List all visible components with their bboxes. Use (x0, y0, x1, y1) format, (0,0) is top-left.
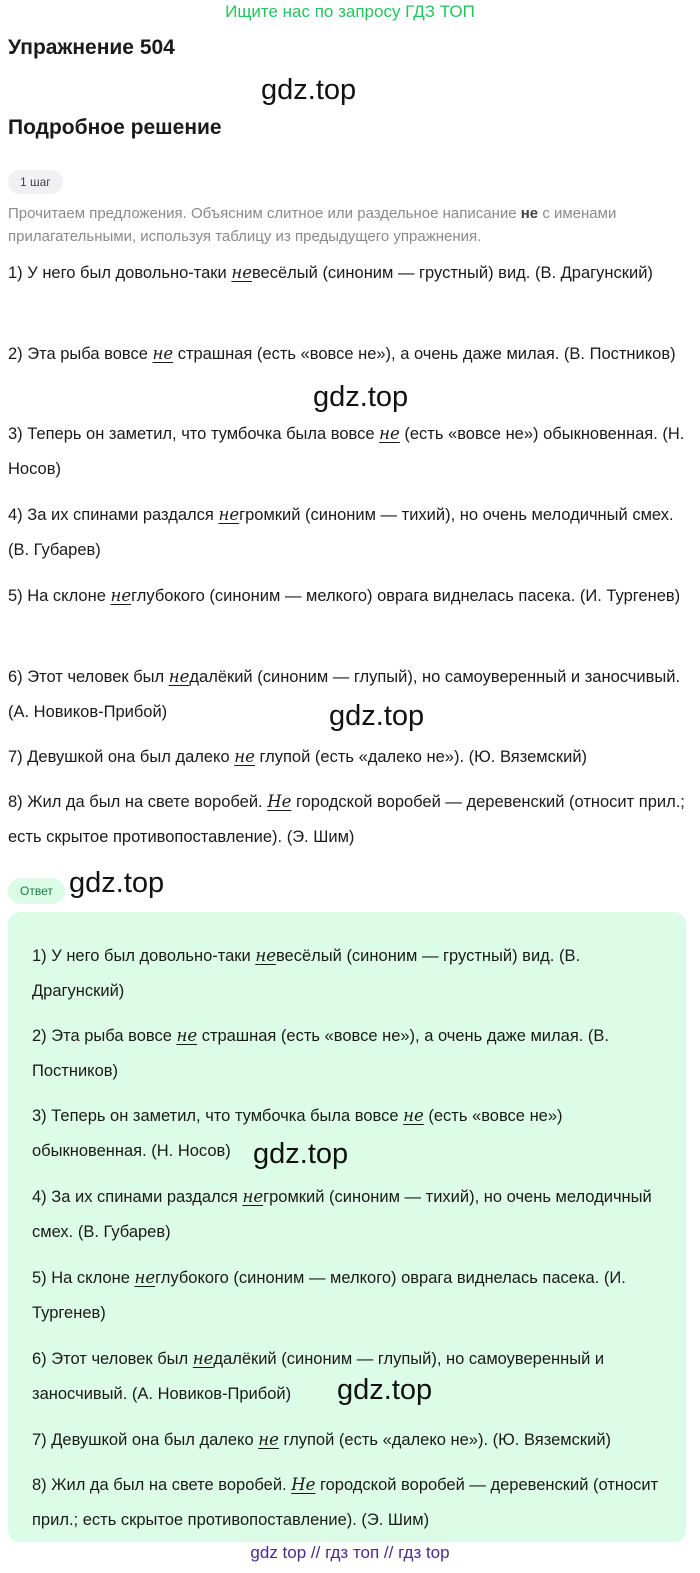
ne-particle: не (255, 946, 276, 965)
ne-particle: не (168, 667, 190, 686)
sentence-text: весёлый (синоним — грустный) вид. (В. Драгунский) (32, 947, 581, 1000)
answer-sentence-2 (32, 1018, 668, 1089)
sentence-text: 6) Этот человек был (32, 1350, 193, 1368)
sentence-1 (8, 255, 688, 291)
sentence-text: далёкий (синоним — глупый), но самоуверенный и заносчивый. (А. Новиков-Прибой) (32, 1350, 605, 1403)
sentence-text: 4) За их спинами раздался (32, 1188, 243, 1206)
intro-text (8, 202, 688, 248)
sentence-text: 1) У него был довольно-таки (8, 264, 232, 282)
sentence-text: (есть «вовсе не») обыкновенная. (Н. Носов) (8, 425, 685, 478)
sentence-text: 5) На склоне (32, 1269, 135, 1287)
sentence-7 (8, 739, 688, 775)
intro-bold: не (520, 205, 539, 222)
ne-particle: не (403, 1106, 424, 1125)
ne-particle: Не (267, 792, 292, 811)
ne-particle: не (134, 1268, 156, 1287)
ne-particle: не (176, 1026, 198, 1045)
ne-particle: не (231, 263, 252, 282)
answer-sentence-3 (32, 1098, 668, 1169)
ne-particle: не (234, 747, 255, 766)
sentence-text: 3) Теперь он заметил, что тумбочка была вовсе (8, 425, 380, 443)
ne-particle: не (258, 1430, 279, 1449)
sentence-text: 1) У него был довольно-таки (32, 947, 256, 965)
sentence-8 (8, 784, 688, 855)
ne-particle: не (379, 424, 400, 443)
sentence-text: громкий (синоним — тихий), но очень мелодичный смех. (В. Губарев) (8, 506, 674, 559)
sentence-text: 2) Эта рыба вовсе (32, 1027, 177, 1045)
ne-particle: не (218, 505, 240, 524)
intro-before: Прочитаем предложения. Объясним слитное или раздельное написание (8, 205, 521, 222)
watermark: gdz.top (261, 74, 357, 106)
sentence-text: 4) За их спинами раздался (8, 506, 219, 524)
footer-watermark: gdz top // гдз топ // гдз top (250, 1543, 450, 1562)
sentence-text: весёлый (синоним — грустный) вид. (В. Драгунский) (251, 264, 653, 282)
sentence-text: глубокого (синоним — мелкого) оврага виднелась пасека. (И. Тургенев) (131, 587, 681, 605)
answer-badge: Ответ (8, 878, 65, 904)
sentence-text: 3) Теперь он заметил, что тумбочка была вовсе (32, 1107, 404, 1125)
sentence-3 (8, 416, 688, 487)
sentence-text: (есть «вовсе не») обыкновенная. (Н. Носов) (32, 1107, 563, 1160)
sentence-text: городской воробей — деревенский (относит прил.; есть скрытое противопоставление). (Э. Шим) (8, 793, 685, 846)
ne-particle: не (192, 1349, 214, 1368)
sentence-4 (8, 497, 688, 568)
ne-particle: не (110, 586, 132, 605)
answer-sentence-5 (32, 1260, 668, 1331)
sentence-text: глупой (есть «далеко не»). (Ю. Вяземский) (278, 1431, 612, 1449)
watermark: gdz.top (337, 1374, 433, 1406)
sentence-text: страшная (есть «вовсе не»), а очень даже милая. (В. Постников) (32, 1027, 610, 1080)
ne-particle: не (242, 1187, 264, 1206)
sentence-text: страшная (есть «вовсе не»), а очень даже милая. (В. Постников) (173, 345, 676, 363)
step-badge: 1 шаг (8, 170, 63, 194)
sentence-text: 6) Этот человек был (8, 668, 169, 686)
answer-sentence-1 (32, 938, 668, 1009)
sentence-text: 8) Жил да был на свете воробей. (8, 793, 268, 811)
watermark: gdz.top (69, 867, 165, 899)
answer-sentence-7 (32, 1422, 668, 1458)
sentence-2 (8, 336, 688, 372)
intro-after: с именами прилагательными, используя таблицу из предыдущего упражнения. (8, 205, 617, 245)
sentence-text: далёкий (синоним — глупый), но самоуверенный и заносчивый. (А. Новиков-Прибой) (8, 668, 681, 721)
page-title: Упражнение 504 (8, 36, 175, 59)
watermark: gdz.top (329, 700, 425, 732)
answer-sentence-8 (32, 1467, 668, 1538)
sentence-text: 5) На склоне (8, 587, 111, 605)
sentence-text: 8) Жил да был на свете воробей. (32, 1476, 292, 1494)
ne-particle: Не (291, 1475, 316, 1494)
sentence-text: городской воробей — деревенский (относит прил.; есть скрытое противопоставление). (Э. Шим) (32, 1476, 659, 1529)
sentence-text: 7) Девушкой она был далеко (8, 748, 235, 766)
ne-particle: не (152, 344, 174, 363)
sentence-text: глубокого (синоним — мелкого) оврага виднелась пасека. (И. Тургенев) (32, 1269, 626, 1322)
sentence-text: громкий (синоним — тихий), но очень мелодичный смех. (В. Губарев) (32, 1188, 652, 1241)
section-title: Подробное решение (8, 116, 222, 139)
search-banner: Ищите нас по запросу ГДЗ ТОП (225, 2, 475, 21)
sentence-text: 7) Девушкой она был далеко (32, 1431, 259, 1449)
watermark: gdz.top (313, 381, 409, 413)
sentence-text: глупой (есть «далеко не»). (Ю. Вяземский) (254, 748, 588, 766)
sentence-5 (8, 578, 688, 614)
answer-sentence-4 (32, 1179, 668, 1250)
sentence-text: 2) Эта рыба вовсе (8, 345, 153, 363)
watermark: gdz.top (253, 1138, 349, 1170)
